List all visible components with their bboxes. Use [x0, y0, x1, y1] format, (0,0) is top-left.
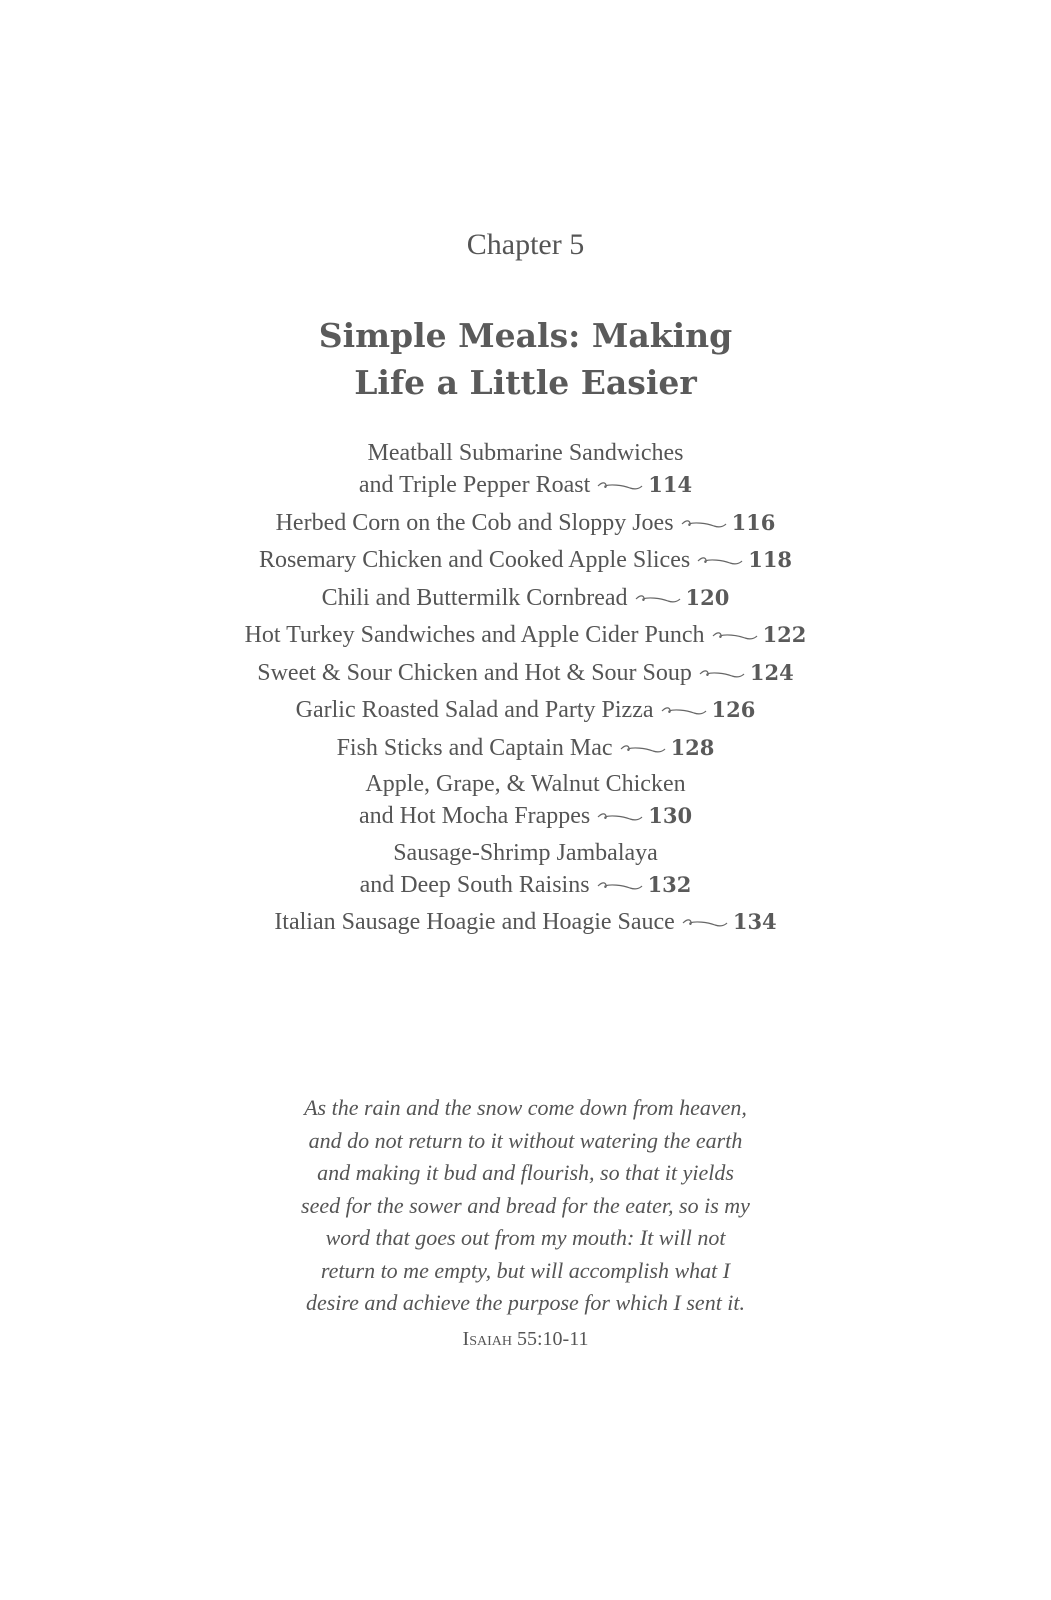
- toc-entry-title: [0, 769, 1051, 800]
- swash-dash-icon: [619, 743, 667, 755]
- chapter-title-line-1: Simple Meals: Making: [318, 316, 733, 355]
- toc-entry-title: [0, 544, 1051, 576]
- toc-entry: [0, 544, 1051, 576]
- toc-entry-text: and Triple Pepper Roast: [358, 472, 591, 498]
- toc-entry-text: Sausage-Shrimp Jambalaya: [393, 839, 658, 866]
- toc-entry: [0, 582, 1051, 614]
- swash-dash-icon: [696, 555, 744, 567]
- toc-entry-title: [0, 657, 1051, 689]
- toc-entry-text: Apple, Grape, & Walnut Chicken: [365, 771, 686, 797]
- toc-entry-text: Herbed Corn on the Cob and Sloppy Joes: [275, 509, 674, 536]
- toc-page-number: 114: [648, 472, 693, 497]
- swash-dash-icon: [634, 593, 682, 605]
- quote-line: As the rain and the snow come down from heaven,: [304, 1095, 747, 1120]
- toc-page-number: 116: [731, 509, 776, 535]
- toc-entry-title: [0, 838, 1051, 869]
- toc-entry: [0, 438, 1051, 501]
- swash-dash-icon: [698, 668, 746, 680]
- toc-entry: [0, 838, 1051, 901]
- toc-entry-text: and Hot Mocha Frappes: [358, 803, 591, 829]
- swash-dash-icon: [681, 917, 729, 929]
- toc-entry: [0, 732, 1051, 764]
- scripture-quote: [0, 1092, 1051, 1320]
- swash-dash-icon: [596, 480, 644, 492]
- toc-entry: [0, 694, 1051, 726]
- toc-page-number: 122: [762, 622, 807, 647]
- quote-line: desire and achieve the purpose for which I sent it.: [305, 1290, 746, 1315]
- quote-line: and do not return to it without watering the earth: [308, 1127, 743, 1153]
- swash-dash-icon: [660, 705, 708, 717]
- toc-entry-text: Sweet & Sour Chicken and Hot & Sour Soup: [257, 659, 692, 686]
- toc-page-number: 130: [648, 803, 693, 828]
- swash-dash-icon: [711, 630, 759, 642]
- toc-page-number: 128: [670, 734, 715, 760]
- toc-entry-text: Garlic Roasted Salad and Party Pizza: [295, 697, 654, 723]
- toc-entry-text: Italian Sausage Hoagie and Hoagie Sauce: [274, 909, 675, 935]
- toc-entry-text: Fish Sticks and Captain Mac: [336, 734, 613, 761]
- toc-entry: [0, 657, 1051, 689]
- toc-page-number: 134: [732, 909, 777, 934]
- toc-entry: [0, 906, 1051, 938]
- toc-page-number: 126: [711, 697, 756, 722]
- toc-entry: [0, 619, 1051, 651]
- toc-entry-title: [0, 507, 1051, 539]
- chapter-title-line-2: Life a Little Easier: [354, 363, 697, 402]
- swash-dash-icon: [596, 811, 644, 823]
- swash-dash-icon: [596, 880, 644, 892]
- toc-entry-text: Hot Turkey Sandwiches and Apple Cider Punch: [244, 622, 705, 648]
- chapter-label: Chapter 5: [466, 228, 585, 261]
- toc-entry-title: [0, 869, 1051, 901]
- toc-entry-title: [0, 906, 1051, 938]
- toc-entry-title: [0, 469, 1051, 501]
- toc-entry-text: Chili and Buttermilk Cornbread: [321, 584, 628, 611]
- toc-entry-title: [0, 732, 1051, 764]
- table-of-contents: [0, 438, 1051, 944]
- toc-page-number: 120: [685, 584, 730, 610]
- toc-page-number: 132: [647, 871, 692, 897]
- toc-entry-text: Rosemary Chicken and Cooked Apple Slices: [258, 547, 691, 573]
- quote-line: seed for the sower and bread for the eater, so is my: [301, 1192, 750, 1218]
- chapter-title: [0, 312, 1051, 406]
- toc-entry-text: Meatball Submarine Sandwiches: [367, 440, 684, 466]
- toc-entry-title: [0, 619, 1051, 651]
- toc-entry: [0, 769, 1051, 832]
- quote-citation: Isaiah 55:10-11: [462, 1328, 589, 1350]
- toc-entry-title: [0, 438, 1051, 469]
- quote-line: and making it bud and flourish, so that it yields: [317, 1160, 734, 1185]
- toc-entry-title: [0, 582, 1051, 614]
- toc-entry-title: [0, 694, 1051, 726]
- toc-page-number: 124: [749, 659, 794, 685]
- toc-entry-title: [0, 800, 1051, 832]
- toc-entry: [0, 507, 1051, 539]
- toc-entry-text: and Deep South Raisins: [359, 871, 590, 898]
- quote-line: return to me empty, but will accomplish what I: [320, 1257, 731, 1283]
- swash-dash-icon: [680, 518, 728, 530]
- quote-line: word that goes out from my mouth: It will not: [325, 1225, 726, 1250]
- toc-page-number: 118: [748, 547, 793, 572]
